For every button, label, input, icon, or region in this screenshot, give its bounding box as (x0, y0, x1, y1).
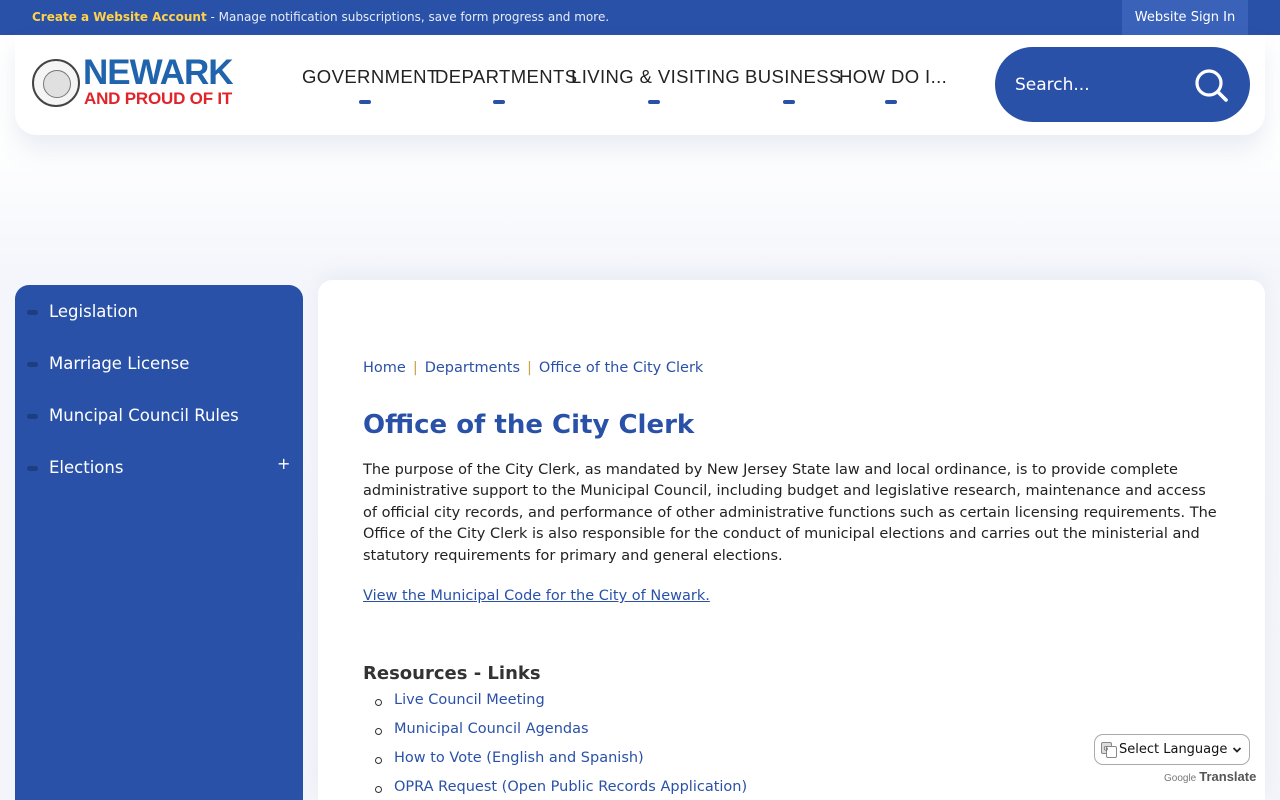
translate-label[interactable]: Translate (1199, 769, 1257, 784)
logo-title: NEWARK (83, 53, 233, 92)
website-sign-in-button[interactable]: Website Sign In (1122, 0, 1248, 35)
chevron-down-icon (1232, 745, 1242, 755)
page-title: Office of the City Clerk (363, 410, 695, 440)
sidebar-nav (15, 285, 303, 800)
search-input[interactable] (1015, 69, 1185, 101)
nav-living-visiting-indicator (648, 100, 660, 104)
nav-government-indicator (359, 100, 371, 104)
breadcrumb-current[interactable]: Office of the City Clerk (538, 360, 704, 376)
site-logo[interactable] (32, 53, 247, 113)
sidebar-item-label: Elections (49, 458, 124, 477)
city-seal-icon (32, 59, 80, 107)
create-account-link[interactable]: Create a Website Account (32, 10, 207, 24)
resource-link-opra-request[interactable]: OPRA Request (Open Public Records Application) (394, 779, 748, 795)
municipal-code-link[interactable]: View the Municipal Code for the City of Newark. (363, 588, 710, 604)
bullet-icon (27, 362, 38, 367)
google-translate-icon (1101, 742, 1117, 758)
nav-business[interactable]: BUSINESS (745, 66, 842, 87)
nav-departments[interactable]: DEPARTMENTS (435, 66, 578, 87)
nav-government[interactable]: GOVERNMENT (302, 66, 439, 87)
expand-icon[interactable]: + (277, 454, 291, 473)
nav-departments-indicator (493, 100, 505, 104)
nav-living-visiting[interactable]: LIVING & VISITING (571, 66, 741, 87)
breadcrumb-separator: | (412, 360, 418, 376)
breadcrumb-departments[interactable]: Departments (424, 360, 521, 376)
sidebar-item-elections[interactable] (15, 444, 303, 490)
language-select[interactable] (1094, 734, 1250, 765)
breadcrumb-separator: | (527, 360, 532, 376)
resources-heading: Resources - Links (363, 663, 541, 684)
google-label: Google (1164, 773, 1197, 784)
bullet-icon (27, 414, 38, 419)
language-select-value: Select Language (1119, 742, 1228, 757)
account-message-text: - Manage notification subscriptions, save form progress and more. (206, 10, 610, 24)
resource-link-how-to-vote[interactable]: How to Vote (English and Spanish) (394, 750, 644, 766)
search-icon[interactable] (1193, 67, 1229, 103)
top-bar (0, 0, 1280, 35)
google-translate-credit (1164, 766, 1256, 785)
bullet-icon (27, 310, 38, 315)
resource-link-live-council-meeting[interactable]: Live Council Meeting (394, 692, 545, 708)
nav-how-do-i-indicator (885, 100, 897, 104)
nav-how-do-i[interactable]: HOW DO I... (839, 66, 948, 87)
search-box (995, 47, 1250, 122)
sidebar-item-label: Marriage License (49, 354, 190, 373)
resource-link-council-agendas[interactable]: Municipal Council Agendas (394, 721, 589, 737)
sidebar-item-label: Muncipal Council Rules (49, 406, 239, 425)
nav-business-indicator (783, 100, 795, 104)
intro-paragraph: The purpose of the City Clerk, as mandated by New Jersey State law and local ordinance, is to provide complete administrative support to the Municipal Council, including budget and legislative research, maintenance and access of official city records, and performance of other administrative functions such as certain licensing requirements. The Office of the City Clerk is also responsible for the conduct of municipal elections and carries out the ministerial and statutory requirements for primary and general elections. (363, 462, 1217, 564)
breadcrumb (363, 360, 703, 376)
bullet-icon (27, 466, 38, 471)
sidebar-item-council-rules[interactable] (15, 392, 303, 438)
sidebar-item-legislation[interactable] (15, 288, 303, 334)
breadcrumb-home[interactable]: Home (363, 360, 406, 376)
account-message (32, 10, 609, 24)
logo-tagline: AND PROUD OF IT (84, 89, 233, 108)
sidebar-item-label: Legislation (49, 302, 139, 321)
svg-text:G: G (1103, 745, 1109, 753)
sidebar-item-marriage-license[interactable] (15, 340, 303, 386)
